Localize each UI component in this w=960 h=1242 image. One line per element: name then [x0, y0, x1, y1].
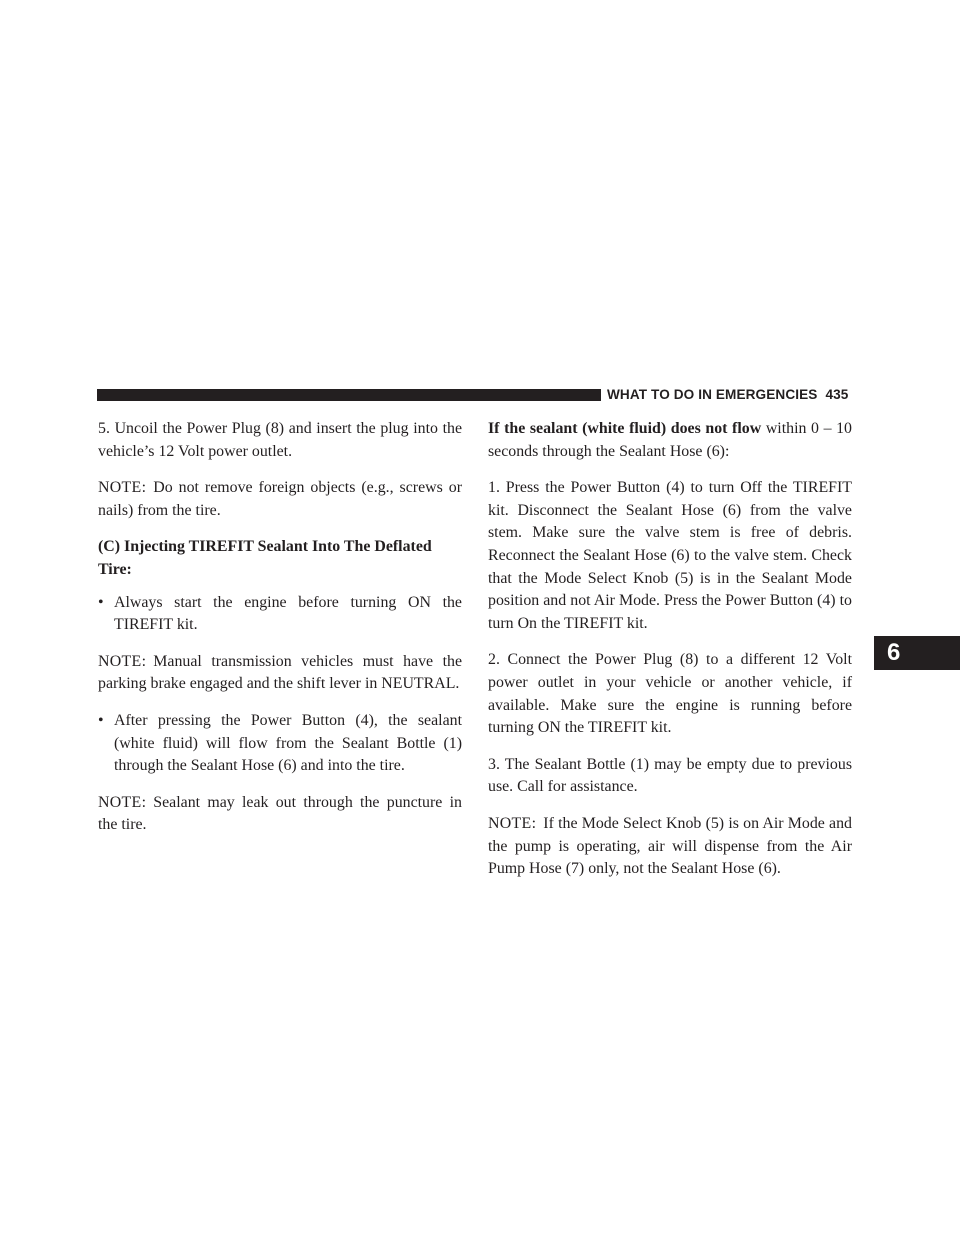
- note-paragraph-2: [98, 651, 462, 696]
- chapter-tab: [874, 636, 960, 670]
- note-label: NOTE:: [98, 479, 147, 497]
- note-label: NOTE:: [98, 793, 147, 811]
- note-paragraph-1: [98, 477, 462, 522]
- step-5-paragraph: 5. Uncoil the Power Plug (8) and insert the plug into the vehicle’s 12 Volt power outlet.: [98, 420, 462, 460]
- lead-text: within 0 – 10 seconds through the Sealant Hose (6):: [488, 420, 852, 460]
- bullet-item-2: [98, 710, 462, 778]
- lead-bold-text: If the sealant (white fluid) does not flow: [488, 420, 762, 437]
- note-paragraph-4: [488, 813, 852, 881]
- step-2-paragraph: 2. Connect the Power Plug (8) to a different 12 Volt power outlet in your vehicle or another vehicle, if available. Make sure the engine is running before turning ON the TIREFIT kit.: [488, 651, 852, 737]
- left-column: [98, 418, 462, 837]
- section-subheading: (C) Injecting TIREFIT Sealant Into The Deflated Tire:: [98, 538, 432, 578]
- note-text: Sealant may leak out through the puncture in the tire.: [98, 793, 462, 834]
- page-number: 435: [825, 387, 849, 402]
- note-paragraph-3: [98, 792, 462, 837]
- note-text: Do not remove foreign objects (e.g., screws or nails) from the tire.: [98, 479, 462, 519]
- step-1-paragraph: 1. Press the Power Button (4) to turn Off the TIREFIT kit. Disconnect the Sealant Hose (6) from the valve stem. Make sure the valve stem is free of debris. Reconnect the Sealant Hose (6) to the valve stem. Check that the Mode Select Knob (5) is in the Sealant Mode position and not Air Mode. Press the Power Button (4) to turn On the TIREFIT kit.: [488, 479, 852, 632]
- chapter-number: 6: [887, 639, 901, 666]
- step-3-paragraph: 3. The Sealant Bottle (1) may be empty due to previous use. Call for assistance.: [488, 755, 852, 796]
- note-label: NOTE:: [488, 814, 537, 832]
- note-label: NOTE:: [98, 652, 147, 670]
- note-text: If the Mode Select Knob (5) is on Air Mode and the pump is operating, air will dispense from the Air Pump Hose (7) only, not the Sealant Hose (6).: [488, 814, 852, 878]
- bullet-dot-icon: •: [98, 711, 104, 729]
- bullet-text: Always start the engine before turning ON the TIREFIT kit.: [114, 593, 462, 634]
- note-text: Manual transmission vehicles must have the parking brake engaged and the shift lever in NEUTRAL.: [98, 652, 462, 693]
- bullet-dot-icon: •: [98, 593, 104, 611]
- running-header: [607, 385, 848, 405]
- lead-paragraph: [488, 418, 852, 463]
- header-rule-bar: [97, 389, 601, 401]
- right-column: [488, 418, 852, 881]
- section-title: WHAT TO DO IN EMERGENCIES: [607, 387, 818, 402]
- bullet-item-1: [98, 592, 462, 637]
- bullet-text: After pressing the Power Button (4), the sealant (white fluid) will flow from the Sealant Bottle (1) through the Sealant Hose (6) and into the tire.: [114, 711, 462, 775]
